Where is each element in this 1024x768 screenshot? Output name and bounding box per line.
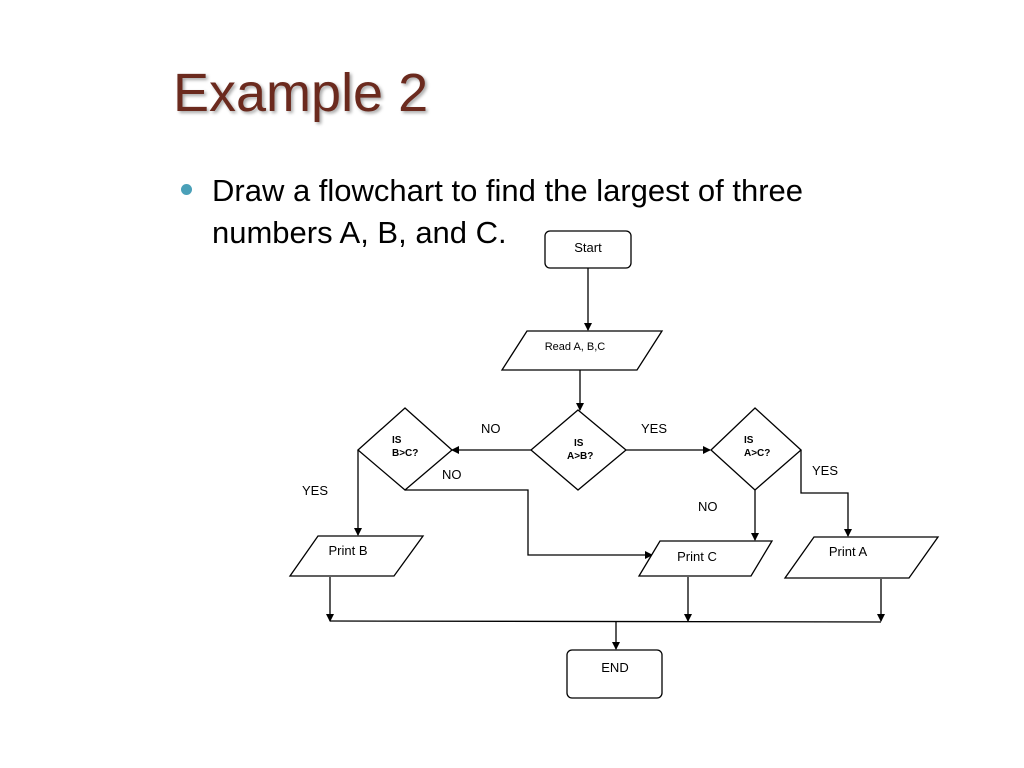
decision-ab-label-1: IS [574, 438, 584, 449]
decision-ac-label-2: A>C? [744, 448, 771, 459]
edge-bc-yes-label: YES [302, 483, 329, 498]
edge-ac-yes-label: YES [812, 463, 839, 478]
decision-ab-label-2: A>B? [567, 451, 594, 462]
start-label: Start [574, 240, 602, 255]
edge-bc-no [405, 490, 652, 555]
edge-bc-no-label: NO [442, 467, 462, 482]
print-b-label: Print B [328, 543, 368, 558]
bullet-text: Draw a flowchart to find the largest of three numbers A, B, and C. [212, 173, 804, 250]
edge-ab-no-label: NO [481, 421, 501, 436]
slide-title: Example 2 [173, 63, 429, 123]
print-c-label: Print C [677, 549, 717, 564]
print-a-label: Print A [828, 544, 868, 559]
edge-ac-no-label: NO [698, 499, 718, 514]
read-label: Read A, B,C [544, 341, 606, 353]
decision-bc-label-2: B>C? [392, 448, 419, 459]
decision-bc-label-1: IS [392, 435, 402, 446]
end-label: END [601, 660, 629, 675]
edge-ab-yes-label: YES [641, 421, 668, 436]
merge-line [330, 621, 881, 622]
decision-ac-label-1: IS [744, 435, 754, 446]
decision-ab-node [531, 410, 626, 490]
